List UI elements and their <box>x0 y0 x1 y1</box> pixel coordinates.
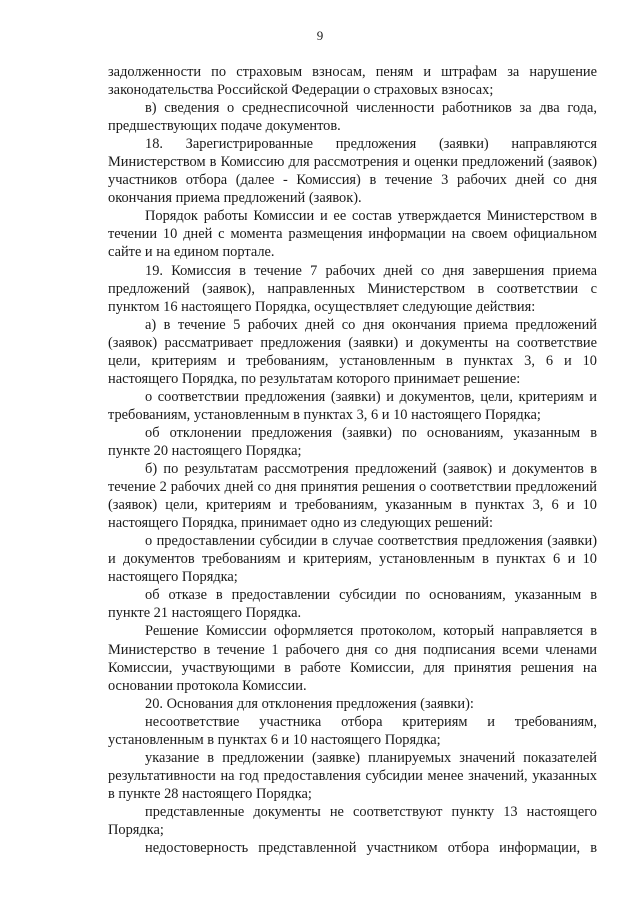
paragraph: 20. Основания для отклонения предложения (заявки): <box>145 695 474 712</box>
paragraph: несоответствие участника отбора критериям и требованиям, установленным в пунктах 6 и 10 настоящего Порядка; <box>108 713 597 748</box>
page-number: 9 <box>316 28 324 43</box>
paragraph: об отказе в предоставлении субсидии по основаниям, указанным в пункте 21 настоящего Порядка. <box>108 587 597 622</box>
paragraph: в) сведения о среднесписочной численности работников за два года, предшествующих подаче документов. <box>108 100 597 135</box>
paragraph: а) в течение 5 рабочих дней со дня окончания приема предложений (заявок) рассматривает предложения (заявки) и документы на соответствие цели, критериям и требованиям, установленным в пунктах 3, 6 и 10 настоящего Порядка, по результатам которого принимает решение: <box>108 316 597 387</box>
paragraph: задолженности по страховым взносам, пеням и штрафам за нарушение законодательства Российской Федерации о страховых взносах; <box>108 64 597 99</box>
paragraph: 19. Комиссия в течение 7 рабочих дней со дня завершения приема предложений (заявок), направленных Министерством в соответствии с пунктом 16 настоящего Порядка, осуществляет следующие действия: <box>108 262 597 315</box>
paragraph: Решение Комиссии оформляется протоколом, который направляется в Министерство в течение 1 рабочего дня со дня подписания всеми членами Комиссии, участвующими в работе Комиссии, для принятия решения на основании протокола Комиссии. <box>108 623 597 694</box>
paragraph: о соответствии предложения (заявки) и документов, цели, критериям и требованиям, установленным в пунктах 3, 6 и 10 настоящего Порядка; <box>108 388 597 423</box>
document-body <box>108 63 597 857</box>
paragraph: б) по результатам рассмотрения предложений (заявок) и документов в течение 2 рабочих дней со дня принятия решения о соответствии предложений (заявок) цели, критериям и требованиям, указанным в пунктах 3, 6 и 10 настоящего Порядка, принимает одно из следующих решений: <box>108 461 597 532</box>
paragraph: представленные документы не соответствуют пункту 13 настоящего Порядка; <box>108 803 597 838</box>
paragraph: 18. Зарегистрированные предложения (заявки) направляются Министерством в Комиссию для рассмотрения и оценки предложений (заявок) участников отбора (далее - Комиссия) в течение 3 рабочих дней со дня окончания приема предложений (заявок). <box>108 136 597 207</box>
paragraph: указание в предложении (заявке) планируемых значений показателей результативности на год предоставления субсидии менее значений, указанных в пункте 28 настоящего Порядка; <box>108 749 597 802</box>
paragraph: о предоставлении субсидии в случае соответствия предложения (заявки) и документов требованиям и критериям, установленным в пунктах 6 и 10 настоящего Порядка; <box>108 533 597 586</box>
paragraph: недостоверность представленной участником отбора информации, в <box>145 840 597 857</box>
paragraph: Порядок работы Комиссии и ее состав утверждается Министерством в течении 10 дней с момента размещения информации на своем официальном сайте и на едином портале. <box>108 208 597 261</box>
paragraph: об отклонении предложения (заявки) по основаниям, указанным в пункте 20 настоящего Порядка; <box>108 424 597 459</box>
